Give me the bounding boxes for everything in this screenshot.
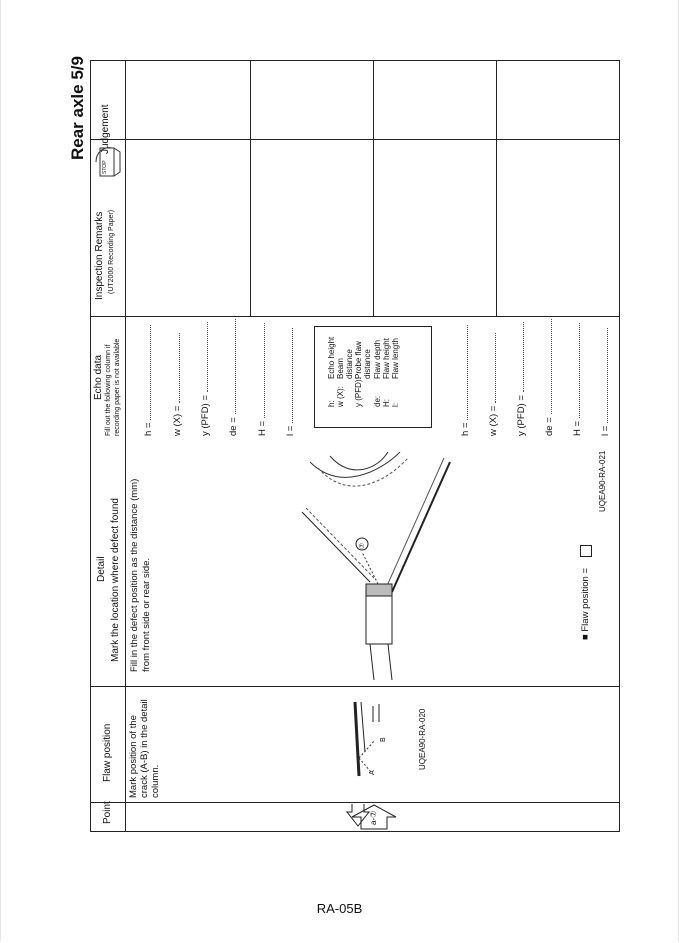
legend-key-l: l: — [391, 403, 400, 407]
point-label: a-⑦ — [369, 810, 378, 825]
detail-subheader: Mark the location where defect found — [110, 498, 121, 662]
page-footer: RA-05B — [316, 901, 363, 916]
echo2-y: y (PFD) = — [516, 322, 527, 436]
flaw-position-box[interactable] — [580, 545, 592, 557]
flaw-label-b: B — [380, 737, 387, 742]
remarks-divider-1 — [250, 60, 251, 316]
page-title: Rear axle 5/9 — [68, 56, 87, 160]
form-border-bottom — [90, 831, 620, 832]
detail-instruction-2: from front side or rear side. — [141, 557, 152, 672]
echo1-de: de = — [228, 319, 239, 436]
echo2-H: H = — [572, 323, 583, 436]
flaw-instruction-2: crack (A-B) in the detail — [139, 699, 150, 798]
legend-key-w: w (X): — [336, 386, 345, 407]
form-border-left — [90, 60, 91, 832]
legend-text-l: Flaw length — [391, 338, 400, 379]
detail-header: Detail — [96, 556, 107, 582]
remarks-header: Inspection Remarks — [94, 211, 105, 300]
detail-image-id: UQEA90-RA-021 — [598, 450, 607, 512]
detail-instruction-1: Fill in the defect position as the distance (mm) — [129, 478, 140, 672]
echo2-de: de = — [544, 319, 555, 436]
axle-diagram — [290, 452, 470, 682]
remarks-divider-3 — [496, 60, 497, 316]
flaw-position-header: Flaw position — [102, 723, 113, 782]
flaw-image-id: UQEA90-RA-020 — [418, 708, 427, 770]
detail-circle-label: ⑦ — [359, 542, 366, 549]
legend-text-w2: distance — [345, 349, 354, 379]
echo-subheader-2: recording paper is not available — [114, 338, 121, 436]
stamp-text: STOP — [102, 160, 108, 174]
flaw-instruction-1: Mark position of the — [128, 715, 139, 798]
flaw-position-label: ■ Flaw position = — [580, 567, 591, 640]
echo1-h: h = — [143, 325, 154, 436]
echo1-y: y (PFD) = — [200, 322, 211, 436]
flaw-label-a: A — [369, 770, 376, 775]
point-header: Point — [102, 801, 113, 824]
flaw-instruction-3: column. — [150, 764, 161, 798]
echo2-l: l = — [600, 328, 611, 436]
legend-text-h: Echo height — [327, 336, 336, 379]
legend-text-w: Beam — [336, 358, 345, 379]
echo-header: Echo data — [93, 354, 104, 400]
legend-text-H: Flaw height — [382, 338, 391, 379]
legend-text-y2: distance — [363, 349, 372, 379]
legend-text-de: Flaw depth — [373, 339, 382, 379]
echo1-H: H = — [257, 323, 268, 436]
legend-key-H: H: — [382, 399, 391, 407]
flaw-diagram — [345, 692, 415, 792]
header-column-divider — [125, 60, 126, 832]
judgement-header: Judgement — [100, 104, 111, 154]
form-border-right — [619, 60, 620, 832]
remarks-divider-2 — [373, 60, 374, 316]
echo1-l: l = — [285, 328, 296, 436]
row-divider-judgement — [90, 139, 620, 140]
echo2-h: h = — [460, 325, 471, 436]
legend-key-h: h: — [327, 400, 336, 407]
legend-key-de: de: — [373, 395, 382, 407]
echo1-w: w (X) = — [172, 333, 183, 436]
inspection-form — [90, 60, 620, 832]
row-divider-detail — [90, 686, 620, 687]
echo2-w: w (X) = — [488, 333, 499, 436]
echo-subheader-1: Fill out the following column if — [105, 344, 112, 436]
remarks-subheader: (UT2000 Recording Paper) — [108, 209, 115, 294]
row-divider-remarks — [90, 316, 620, 317]
form-border-top — [90, 60, 620, 61]
echo-legend — [314, 326, 432, 428]
legend-key-y: y (PFD): — [354, 377, 363, 407]
legend-text-y: Probe flaw — [354, 341, 363, 379]
